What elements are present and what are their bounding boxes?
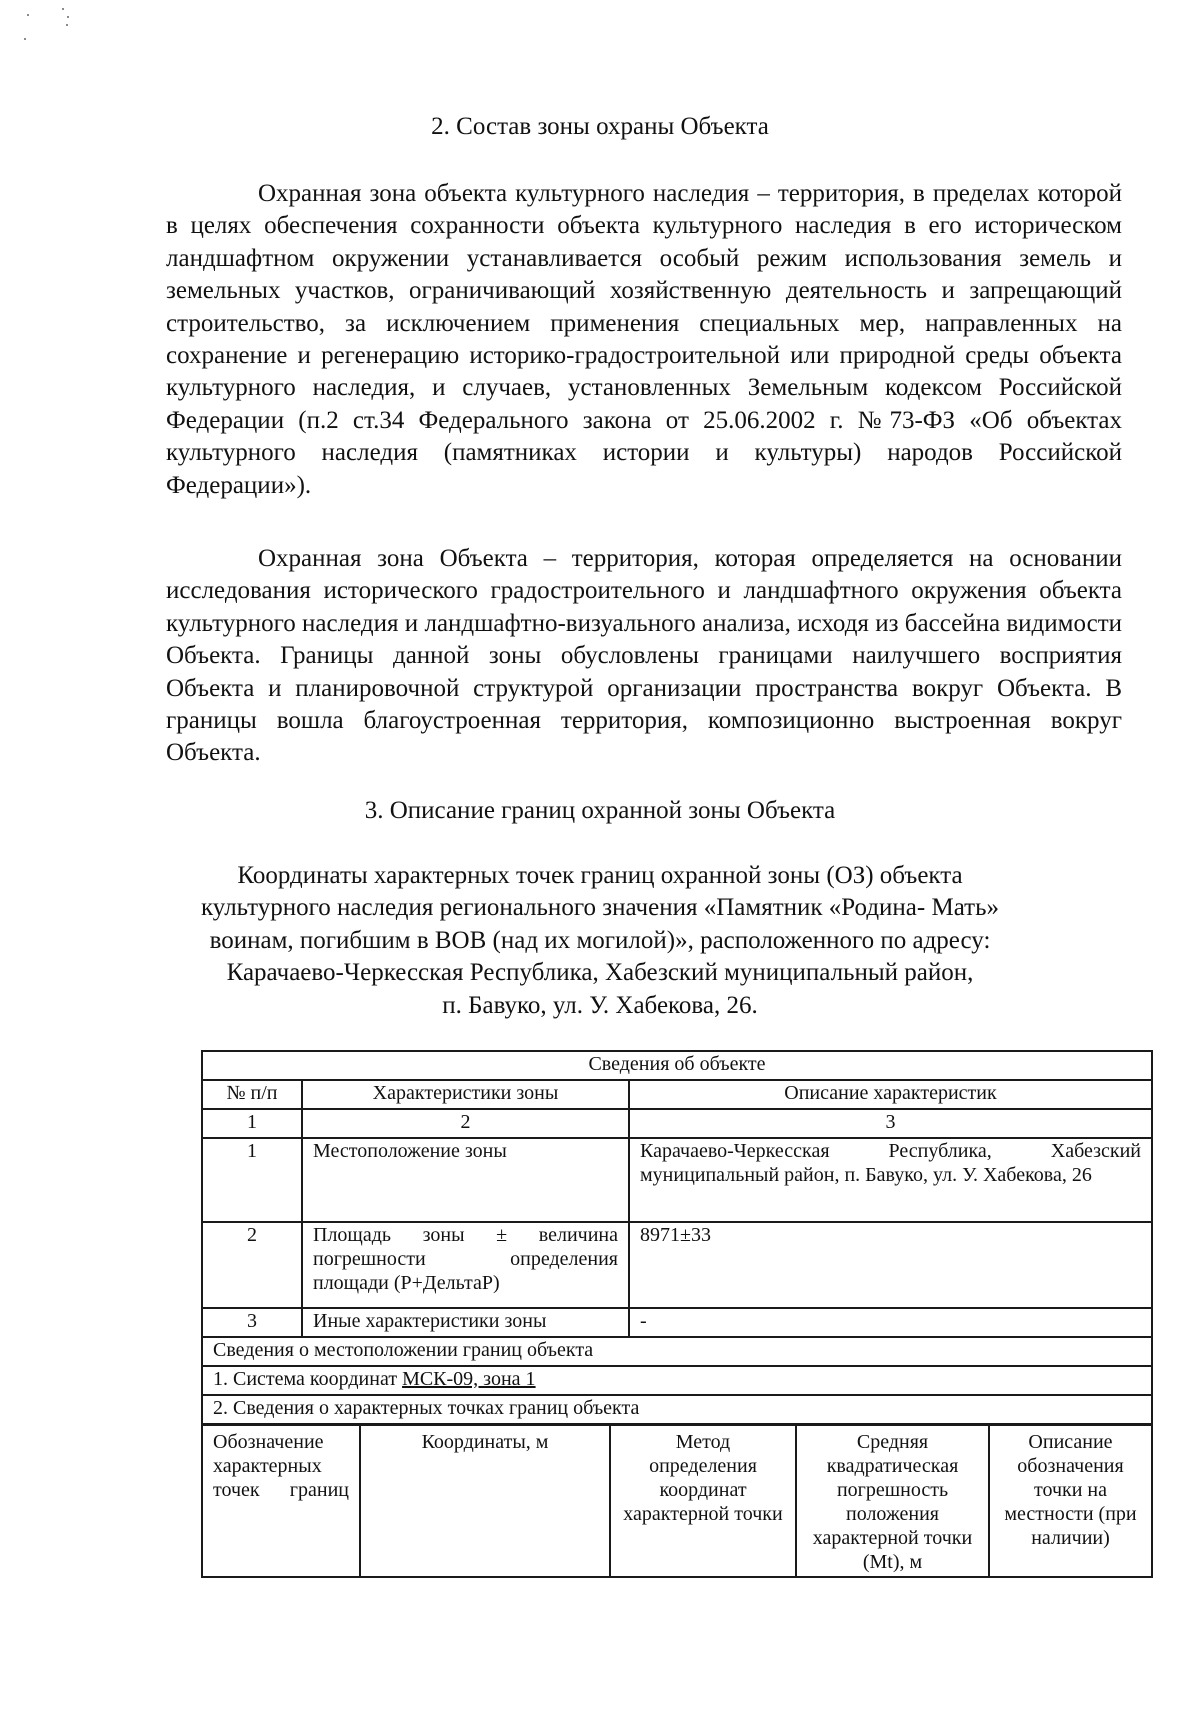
points-header-marking: Описание обозначения точки на местности (при наличии) <box>989 1425 1152 1577</box>
row-characteristic: Местоположение зоны <box>302 1138 629 1222</box>
table-header-row <box>202 1080 1152 1109</box>
coordinates-caption <box>150 860 1050 1022</box>
points-header-designation: Обозначение характерных точек границ <box>202 1425 360 1577</box>
coordinate-system-value: МСК-09, зона 1 <box>402 1368 536 1390</box>
table-title-row <box>202 1051 1152 1080</box>
row-characteristic: Площадь зоны ± величина погрешности определения площади (Р+ДельтаР) <box>302 1222 629 1308</box>
points-header-error: Средняя квадратическая погрешность положения характерной точки (Mt), м <box>796 1425 989 1577</box>
scan-speck <box>62 8 64 10</box>
table-row <box>202 1308 1152 1337</box>
coordinates-caption-line: воинам, погибшим в ВОВ (над их могилой)», расположенного по адресу: <box>209 926 991 954</box>
scan-speck <box>66 24 68 26</box>
header-description: Описание характеристик <box>629 1080 1152 1109</box>
column-number: 2 <box>302 1109 629 1138</box>
row-description: 8971±33 <box>629 1222 1152 1308</box>
points-title: 2. Сведения о характерных точках границ объекта <box>202 1395 1152 1424</box>
row-description: Карачаево-Черкесская Республика, Хабезский муниципальный район, п. Бавуко, ул. У. Хабекова, 26 <box>629 1138 1152 1222</box>
section-2-paragraph-1: Охранная зона объекта культурного наследия – территория, в пределах которой в целях обеспечения сохранности объекта культурного наследия в его историческом ландшафтном окружении устанавливается особый режим использования земель и земельных участков, ограничивающий хозяйственную деятельность и запрещающий строительство, за исключением применения специальных мер, направленных на сохранение и регенерацию историко-градостроительной или природной среды объекта культурного наследия, и случаев, установленных Земельным кодексом Российской Федерации (п.2 ст.34 Федерального закона от 25.06.2002 г. №73-ФЗ «Об объектах культурного наследия (памятниках истории и культуры) народов Российской Федерации»). <box>166 180 1122 499</box>
location-title-row <box>202 1337 1152 1366</box>
table-row <box>202 1138 1152 1222</box>
object-info-table <box>201 1050 1153 1425</box>
scan-speck <box>67 16 69 18</box>
row-characteristic: Иные характеристики зоны <box>302 1308 629 1337</box>
column-numbering-row <box>202 1109 1152 1138</box>
header-number: № п/п <box>202 1080 302 1109</box>
header-characteristics: Характеристики зоны <box>302 1080 629 1109</box>
section-3-heading: 3. Описание границ охранной зоны Объекта <box>364 797 836 824</box>
row-description: - <box>629 1308 1152 1337</box>
coordinate-system-row <box>202 1366 1152 1395</box>
points-header-row <box>202 1425 1152 1577</box>
points-header-method: Метод определения координат характерной точки <box>610 1425 796 1577</box>
points-table <box>201 1424 1153 1578</box>
row-number: 2 <box>202 1222 302 1308</box>
section-2-heading: 2. Состав зоны охраны Объекта <box>431 113 769 140</box>
points-title-row <box>202 1395 1152 1424</box>
coordinate-system <box>202 1366 1152 1395</box>
coordinates-caption-line: Координаты характерных точек границ охранной зоны (ОЗ) объекта <box>237 862 963 889</box>
table-title: Сведения об объекте <box>202 1051 1152 1080</box>
column-number: 3 <box>629 1109 1152 1138</box>
column-number: 1 <box>202 1109 302 1138</box>
location-title: Сведения о местоположении границ объекта <box>202 1337 1152 1366</box>
row-number: 1 <box>202 1138 302 1222</box>
section-2-paragraph-2: Охранная зона Объекта – территория, которая определяется на основании исследования исторического градостроительного и ландшафтного окружения объекта культурного наследия и ландшафтно-визуального анализа, исходя из бассейна видимости Объекта. Границы данной зоны обусловлены границами наилучшего восприятия Объекта и планировочной структурой организации пространства вокруг Объекта. В границы вошла благоустроенная территория, композиционно выстроенная вокруг Объекта. <box>166 545 1122 767</box>
scan-speck <box>27 14 29 16</box>
scan-speck <box>24 38 26 40</box>
coordinate-system-label: 1. Система координат <box>213 1368 403 1390</box>
points-header-coordinates: Координаты, м <box>360 1425 610 1577</box>
coordinates-caption-line: Карачаево-Черкесская Республика, Хабезский муниципальный район, <box>226 959 974 987</box>
coordinates-caption-line: культурного наследия регионального значения «Памятник «Родина- Мать» <box>201 894 999 922</box>
coordinates-caption-line: п. Бавуко, ул. У. Хабекова, 26. <box>442 991 758 1019</box>
table-row <box>202 1222 1152 1308</box>
row-number: 3 <box>202 1308 302 1337</box>
